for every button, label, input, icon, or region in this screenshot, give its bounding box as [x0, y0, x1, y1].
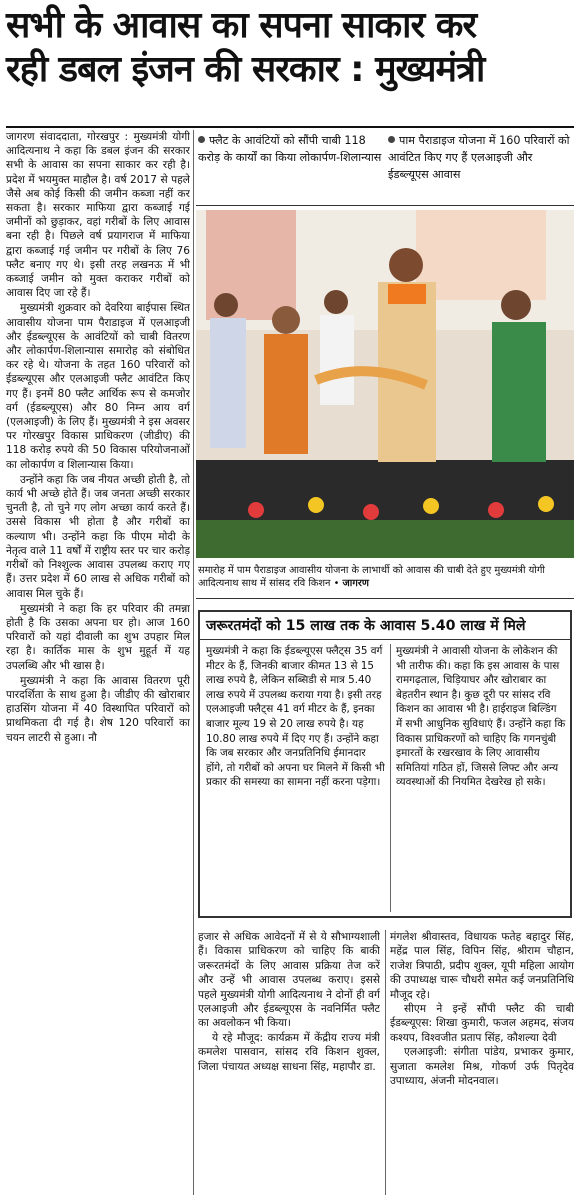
box-column-divider: [390, 644, 391, 912]
headline-line-1: सभी के आवास का सपना साकार कर: [6, 5, 477, 46]
bullet-icon: [388, 136, 395, 143]
bullet-text: फ्लैट के आवंटियों को सौंपी चाबी 118 करोड़ के कार्यों का किया लोकार्पण-शिलान्यास: [198, 134, 382, 164]
highlight-bullets: [198, 132, 574, 202]
paragraph: हजार से अधिक आवेदनों में से ये सौभाग्यशाली हैं। विकास प्राधिकरण को चाहिए कि बाकी जरूरतमंदों के लिए आवास प्रक्रिया तेज करें और उन्हें भी आवास उपलब्ध कराए। इससे पहले मुख्यमंत्री योगी आदित्यनाथ ने दोनों ही वर्ग एलआइजी और ईडब्ल्यूएस के नवनिर्मित फ्लैट का अवलोकन भी किया।: [198, 931, 380, 1030]
paragraph: एलआइजी: संगीता पांडेय, प्रभाकर कुमार, सुजाता कमलेश मिश्र, गोकर्ण उर्फ पितृदेव उपाध्याय, अंजनी मोदनवाल।: [390, 1046, 574, 1088]
paragraph: मुख्यमंत्री ने कहा कि आवास वितरण पूरी पारदर्शिता के साथ हुआ है। जीडीए की खोराबार हाउसिंग योजना में 40 विस्थापित परिवारों को प्राथमिकता दी गई है। शेष 120 परिवारों का चयन लाटरी से हुआ। नौ: [6, 674, 190, 744]
paragraph: मुख्यमंत्री ने कहा कि हर परिवार की तमन्ना होती है कि उसका अपना घर हो। आज 160 परिवारों को यहां दीवाली का शुभ उपहार मिल रहा है। कार्तिक मास के शुभ मुहूर्त में यह उपलब्धि और भी खास है।: [6, 602, 190, 672]
headline-line-2: रही डबल इंजन की सरकार : मुख्यमंत्री: [6, 49, 485, 90]
bullet-text: पाम पैराडाइज योजना में 160 परिवारों को आवंटित किए गए हैं एलआइजी और ईडब्ल्यूएस आवास: [388, 134, 570, 181]
bullet-item: [388, 132, 574, 183]
photo-caption: समारोह में पाम पैराडाइज आवासीय योजना के लाभार्थी को आवास की चाबी देते हुए मुख्यमंत्री योगी आदित्यनाथ साथ में सांसद रवि किशन • जागरण: [198, 565, 545, 589]
article-bottom-middle: [198, 930, 380, 1195]
article-bottom-right: [390, 930, 574, 1195]
caption-source: जागरण: [342, 578, 369, 589]
article-left-column: [6, 130, 190, 1195]
news-photo: [196, 210, 574, 558]
sidebar-box: [198, 610, 572, 918]
paragraph: मुख्यमंत्री शुक्रवार को देवरिया बाईपास स्थित आवासीय योजना पाम पैराडाइज में एलआइजी और ईडब्ल्यूएस के आवंटियों को चाबी वितरण और लोकार्पण-शिलान्यास समारोह को संबोधित कर रहे थे। योजना के तहत 160 परिवारों को ईडब्ल्यूएस और एलआइजी फ्लैट आवंटित किए गए हैं। इनमें 80 फ्लैट आर्थिक रूप से कमजोर वर्ग (ईडब्ल्यूएस) और 80 निम्न आय वर्ग (एलआइजी) के लिए हैं। मुख्यमंत्री ने इस अवसर पर गोरखपुर विकास प्राधिकरण (जीडीए) की 118 करोड़ रुपये की 50 विकास परियोजनाओं का लोकार्पण व शिलान्यास किया।: [6, 302, 190, 471]
paragraph: मंगलेश श्रीवास्तव, विधायक फतेह बहादुर सिंह, महेंद्र पाल सिंह, विपिन सिंह, श्रीराम चौहान, राजेश त्रिपाठी, प्रदीप शुक्ल, यूपी महिला आयोग की उपाध्यक्ष चारू चौधरी समेत कई जनप्रतिनिधि मौजूद रहे।: [390, 931, 574, 1001]
box-column-1: मुख्यमंत्री ने कहा कि ईडब्ल्यूएस फ्लैट्स 35 वर्ग मीटर के हैं, जिनकी बाजार कीमत 13 से 15 लाख रुपये है, लेकिन सब्सिडी से मात्र 5.40 लाख रुपये में उपलब्ध कराया गया है। इसी तरह एलआइजी फ्लैट्स 41 वर्ग मीटर के हैं, इनका बाजार मूल्य 19 से 20 लाख रुपये है। यह 10.80 लाख रुपये में दिए गए हैं। उन्होंने कहा कि जब सरकार और जनप्रतिनिधि ईमानदार होंगे, तो गरीबों को अपना घर मिलने में किसी भी प्रकार की समस्या का सामना नहीं करना पड़ेगा।: [206, 645, 385, 789]
column-divider: [385, 930, 386, 1195]
bullets-rule: [196, 205, 574, 206]
headline: [6, 4, 574, 92]
paragraph: जागरण संवाददाता, गोरखपुर : मुख्यमंत्री योगी आदित्यनाथ ने कहा कि डबल इंजन की सरकार सभी के आवास का सपना साकार कर रही है। प्रदेश में भयमुक्त माहौल है। वर्ष 2017 से पहले जैसे अब कोई किसी की जमीन कब्जा नहीं कर सकता है। सरकार माफिया द्वारा कब्जाई गई जमीनों को छुड़ाकर, वहां गरीबों के लिए आवास बना रही है। पिछले वर्ष प्रयागराज में माफिया द्वारा कब्जाई गई जमीन पर गरीबों के लिए 76 फ्लैट बनाए गए थे। इसी तरह लखनऊ में भी कब्जाई जमीन को मुक्त कराकर गरीबों को आवास दिए जा रहे हैं।: [6, 131, 190, 300]
box-heading: जरूरतमंदों को 15 लाख तक के आवास 5.40 लाख में मिले: [200, 612, 570, 640]
caption-text: समारोह में पाम पैराडाइज आवासीय योजना के लाभार्थी को आवास की चाबी देते हुए मुख्यमंत्री योगी आदित्यनाथ साथ में सांसद रवि किशन: [198, 565, 545, 589]
bullet-icon: [198, 136, 205, 143]
paragraph: सीएम ने इन्हें सौंपी फ्लैट की चाबी ईडब्ल्यूएस: शिखा कुमारी, फजल अहमद, संजय कश्यप, विश्वजीत प्रताप सिंह, कौशल्या देवी: [390, 1003, 574, 1044]
bullet-item: [198, 132, 384, 166]
paragraph: ये रहे मौजूद: कार्यक्रम में केंद्रीय राज्य मंत्री कमलेश पासवान, सांसद रवि किशन शुक्ल, जिला पंचायत अध्यक्ष साधना सिंह, महापौर डा.: [198, 1031, 380, 1073]
paragraph: उन्होंने कहा कि जब नीयत अच्छी होती है, तो कार्य भी अच्छे होते हैं। जब जनता अच्छी सरकार चुनती है, तो चुने गए लोग अच्छा कार्य करते हैं। उससे विकास भी होता है और गरीबों का कल्याण भी। उन्होंने कहा कि पीएम मोदी के नेतृत्व वाले 11 वर्षों में राष्ट्रीय स्तर पर चार करोड़ गरीबों को निश्शुल्क आवास उपलब्ध कराए गए हैं। उत्तर प्रदेश में 60 लाख से अधिक गरीबों को आवास मिल चुके हैं।: [6, 473, 190, 600]
caption-rule: [196, 598, 574, 599]
box-column-2: मुख्यमंत्री ने आवासी योजना के लोकेशन की भी तारीफ की। कहा कि इस आवास के पास रामगढ़ताल, चिड़ियाघर और खोराबार का बेहतरीन स्थान है। कुछ दूरी पर सांसद रवि किशन का आवास भी है। हाईराइज बिल्डिंग में सभी आधुनिक सुविधाएं हैं। उन्होंने कहा कि विकास प्राधिकरणों को चाहिए कि गगनचुंबी इमारतों के रखरखाव के लिए आवासीय समितियां गठित हों, जिससे लिफ्ट और अन्य व्यवस्थाओं की नियमित देखरेख हो सके।: [396, 645, 566, 789]
headline-rule: [6, 126, 574, 128]
photo-illustration: [196, 210, 574, 558]
column-divider: [193, 130, 194, 1195]
